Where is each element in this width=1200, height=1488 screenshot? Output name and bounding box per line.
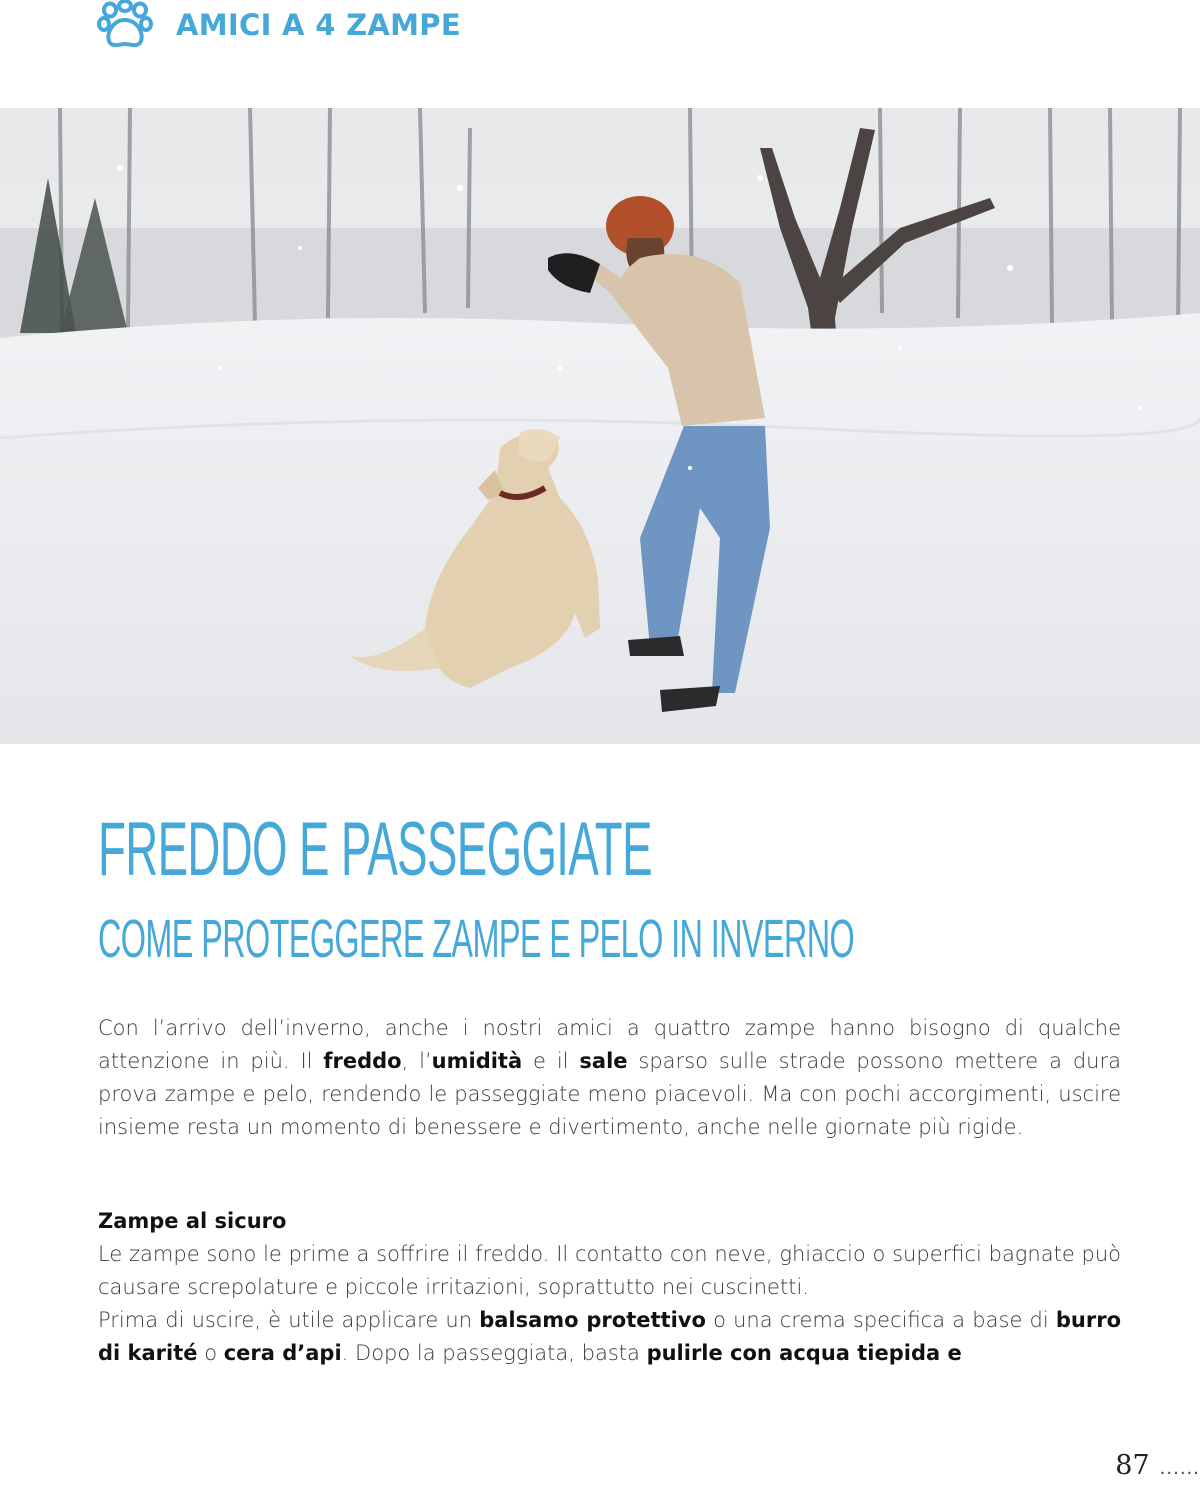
bold-term: cera d’api bbox=[223, 1341, 342, 1365]
section-paragraph: Prima di uscire, è utile applicare un balsamo protettivo o una crema specifica a base di burro di karité o cera d’api. Dopo la passeggiata, basta pulirle con acqua tiepida e bbox=[98, 1308, 1121, 1365]
section-header bbox=[96, 0, 461, 50]
page-footer bbox=[1115, 1450, 1200, 1481]
article-subheadline: COME PROTEGGERE ZAMPE E PELO IN INVERNO bbox=[98, 909, 855, 969]
bold-term: balsamo protettivo bbox=[479, 1308, 706, 1332]
page-number: 87 bbox=[1115, 1450, 1150, 1481]
subsection-title: Zampe al sicuro bbox=[98, 1209, 287, 1233]
section-paragraph: Le zampe sono le prime a soffrire il freddo. Il contatto con neve, ghiaccio o superfici bagnate può causare screpolature e piccole irritazioni, soprattutto nei cuscinetti. bbox=[98, 1242, 1121, 1299]
section-title: AMICI A 4 ZAMPE bbox=[176, 8, 461, 42]
bold-term: burro di karité bbox=[98, 1308, 1121, 1365]
bold-term: umidità bbox=[431, 1049, 523, 1073]
bold-term: pulirle con acqua tiepida e bbox=[646, 1341, 962, 1365]
bold-term: freddo bbox=[323, 1049, 402, 1073]
paw-print-icon bbox=[96, 0, 154, 50]
footer-dots: ...... bbox=[1159, 1458, 1200, 1479]
intro-paragraph: Con l’arrivo dell’inverno, anche i nostri amici a quattro zampe hanno bisogno di qualche attenzione in più. Il freddo, l’umidità e il sale sparso sulle strade possono mettere a dura prova zampe e pelo, rendendo le passeggiate meno piacevoli. Ma con pochi accorgimenti, uscire insieme resta un momento di benessere e divertimento, anche nelle giornate più rigide. bbox=[98, 1016, 1121, 1139]
article-headline: FREDDO E PASSEGGIATE bbox=[98, 807, 652, 892]
winter-dog-photo bbox=[0, 108, 1200, 744]
bold-term: sale bbox=[579, 1049, 628, 1073]
